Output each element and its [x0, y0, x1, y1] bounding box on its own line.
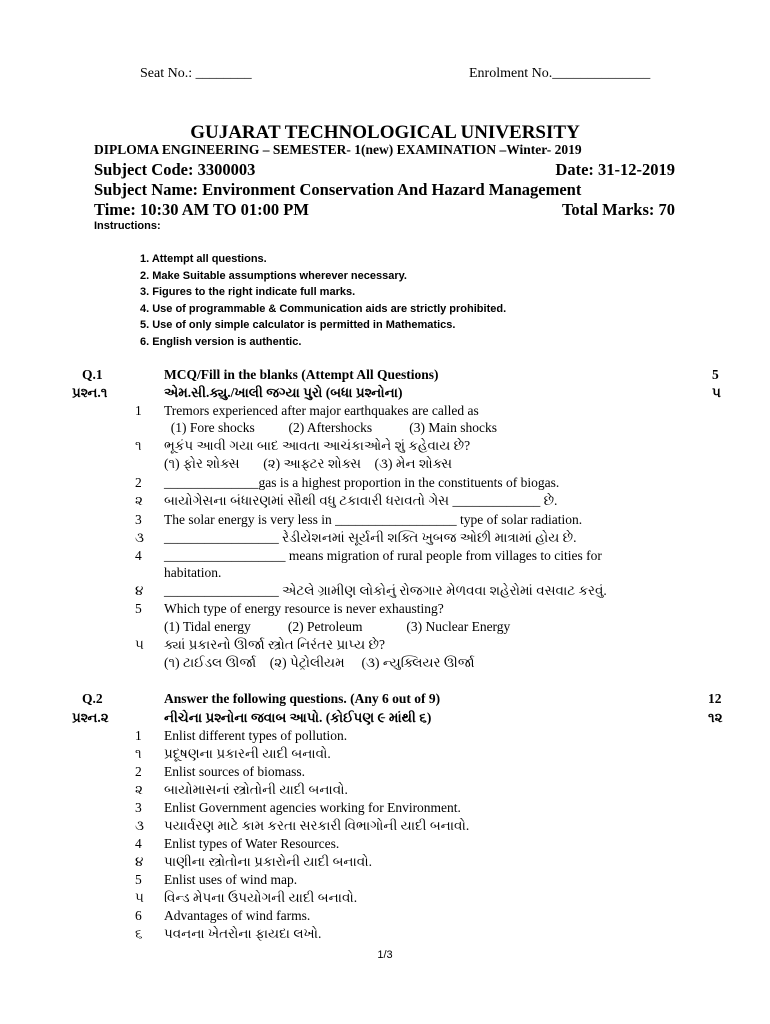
q2-label-gujarati: પ્રશ્ન.૨: [72, 710, 109, 725]
instruction-item: 1. Attempt all questions.: [140, 253, 267, 265]
university-title: GUJARAT TECHNOLOGICAL UNIVERSITY: [190, 122, 580, 143]
line-number: ૩: [135, 530, 144, 545]
question-text: ક્યાં પ્રકારનો ઊર્જા સ્ત્રોત નિરંતર પ્રાપ્ય છે?: [164, 637, 385, 652]
options-text: (૧) ફોર શોક્સ (૨) આફ્ટર શોક્સ (૩) મેન શોક્સ: [164, 456, 453, 471]
line-number: 4: [135, 548, 142, 563]
question-text: Tremors experienced after major earthquakes are called as: [164, 403, 479, 418]
question-text: પાણીના સ્ત્રોતોના પ્રકારોની યાદી બનાવો.: [164, 854, 372, 869]
subject-code: Subject Code: 3300003: [94, 160, 256, 179]
question-text: બાયોમાસનાં સ્ત્રોતોની યાદી બનાવો.: [164, 782, 348, 797]
instructions-list: [140, 251, 506, 350]
question-text: પયાર્વરણ માટે કામ કરતા સરકારી વિભાગોની યાદી બનાવો.: [164, 818, 470, 833]
instruction-item: 5. Use of only simple calculator is permitted in Mathematics.: [140, 319, 456, 331]
total-marks: Total Marks: 70: [561, 200, 675, 219]
exam-time: Time: 10:30 AM TO 01:00 PM: [94, 200, 309, 219]
line-number: 3: [135, 512, 142, 527]
line-number: ૨: [135, 782, 143, 797]
line-number: ૫: [135, 890, 144, 905]
line-number: 2: [135, 475, 142, 490]
line-number: 6: [135, 908, 142, 923]
question-text: Advantages of wind farms.: [164, 908, 311, 923]
line-number: ૧: [135, 746, 142, 761]
page-number: 1/3: [377, 949, 393, 961]
question-text-continued: habitation.: [164, 565, 222, 580]
options-text: (1) Tidal energy (2) Petroleum (3) Nuclear Energy: [164, 619, 511, 634]
enrolment-number: Enrolment No.______________: [469, 66, 651, 81]
instructions-heading: Instructions:: [94, 220, 161, 232]
question-text: Enlist different types of pollution.: [164, 728, 348, 743]
question-text: Which type of energy resource is never exhausting?: [164, 601, 444, 616]
question-text: Enlist sources of biomass.: [164, 764, 305, 779]
line-number: ૧: [135, 438, 142, 453]
question-text: Enlist types of Water Resources.: [164, 836, 340, 851]
question-text: Enlist Government agencies working for Environment.: [164, 800, 461, 815]
instruction-item: 6. English version is authentic.: [140, 335, 302, 348]
q1-marks: 5: [712, 367, 719, 382]
q2-label: Q.2: [82, 691, 103, 706]
line-number: 1: [135, 403, 142, 418]
line-number: 4: [135, 836, 142, 851]
question-text: The solar energy is very less in __________________ type of solar radiation.: [164, 512, 583, 527]
question-text: વિન્ડ મેપના ઉપયોગની યાદી બનાવો.: [164, 890, 358, 905]
question-text: __________________ means migration of rural people from villages to cities for: [164, 548, 602, 563]
q1-heading-gujarati: એમ.સી.ક્યુ./ખાલી જગ્યા પુરો (બધા પ્રશ્નોના): [164, 385, 403, 400]
seat-number: Seat No.: ________: [140, 66, 252, 81]
exam-title: DIPLOMA ENGINEERING – SEMESTER- 1(new) EXAMINATION –Winter- 2019: [94, 142, 582, 157]
question-text: ભૂકંપ આવી ગયા બાદ આવતા આચંકાઓને શું કહેવાય છે?: [164, 438, 471, 453]
question-text: પ્રદૂષણના પ્રકારની યાદી બનાવો.: [164, 746, 331, 761]
q2-heading: Answer the following questions. (Any 6 out of 9): [164, 691, 441, 706]
instruction-item: 4. Use of programmable & Communication aids are strictly prohibited.: [140, 302, 507, 315]
q1-marks-gujarati: ૫: [712, 385, 721, 400]
q1-label: Q.1: [82, 367, 103, 382]
instruction-item: 3. Figures to the right indicate full marks.: [140, 286, 356, 298]
q1-heading: MCQ/Fill in the blanks (Attempt All Questions): [164, 367, 439, 382]
options-text: (1) Fore shocks (2) Aftershocks (3) Main shocks: [164, 420, 497, 435]
question-text: _________________ રેડીયેશનમાં સૂર્યની શક્તિ ખુબજ ઓછી માત્રામાં હોય છે.: [164, 530, 577, 545]
subject-name: Subject Name: Environment Conservation And Hazard Management: [94, 180, 582, 199]
q2-marks: 12: [708, 691, 722, 706]
q1-label-gujarati: પ્રશ્ન.૧: [72, 385, 108, 400]
line-number: 3: [135, 800, 142, 815]
q2-heading-gujarati: નીચેના પ્રશ્નોના જવાબ આપો. (કોઈપણ ૯ માંથી ૬): [164, 710, 432, 725]
line-number: 1: [135, 728, 142, 743]
line-number: ૨: [135, 493, 143, 508]
line-number: ૪: [135, 583, 144, 598]
question-text: Enlist uses of wind map.: [164, 872, 298, 887]
instruction-item: 2. Make Suitable assumptions wherever necessary.: [140, 269, 407, 282]
line-number: ૬: [135, 926, 143, 941]
question-text: _________________ એટલે ગ્રામીણ લોકોનું રોજગાર મેળવવા શહેરોમાં વસવાટ કરવું.: [164, 583, 607, 598]
line-number: ૪: [135, 854, 144, 869]
question-text: પવનના ખેતરોના ફાયદા લખો.: [164, 926, 322, 941]
q2-marks-gujarati: ૧૨: [708, 710, 723, 725]
question-text: ______________gas is a highest proportion in the constituents of biogas.: [164, 475, 560, 490]
exam-date: Date: 31-12-2019: [555, 160, 675, 179]
line-number: ૫: [135, 637, 144, 652]
line-number: 5: [135, 872, 142, 887]
line-number: 2: [135, 764, 142, 779]
line-number: ૩: [135, 818, 144, 833]
line-number: 5: [135, 601, 142, 616]
question-text: બાયોગેસના બંધારણમાં સૌથી વધુ ટકાવારી ધરાવતો ગેસ _____________ છે.: [164, 493, 558, 508]
options-text: (૧) ટાઈડલ ઊર્જા (૨) પેટ્રોલીયમ (૩) ન્યુક્લિયર ઊર્જા: [164, 655, 475, 670]
